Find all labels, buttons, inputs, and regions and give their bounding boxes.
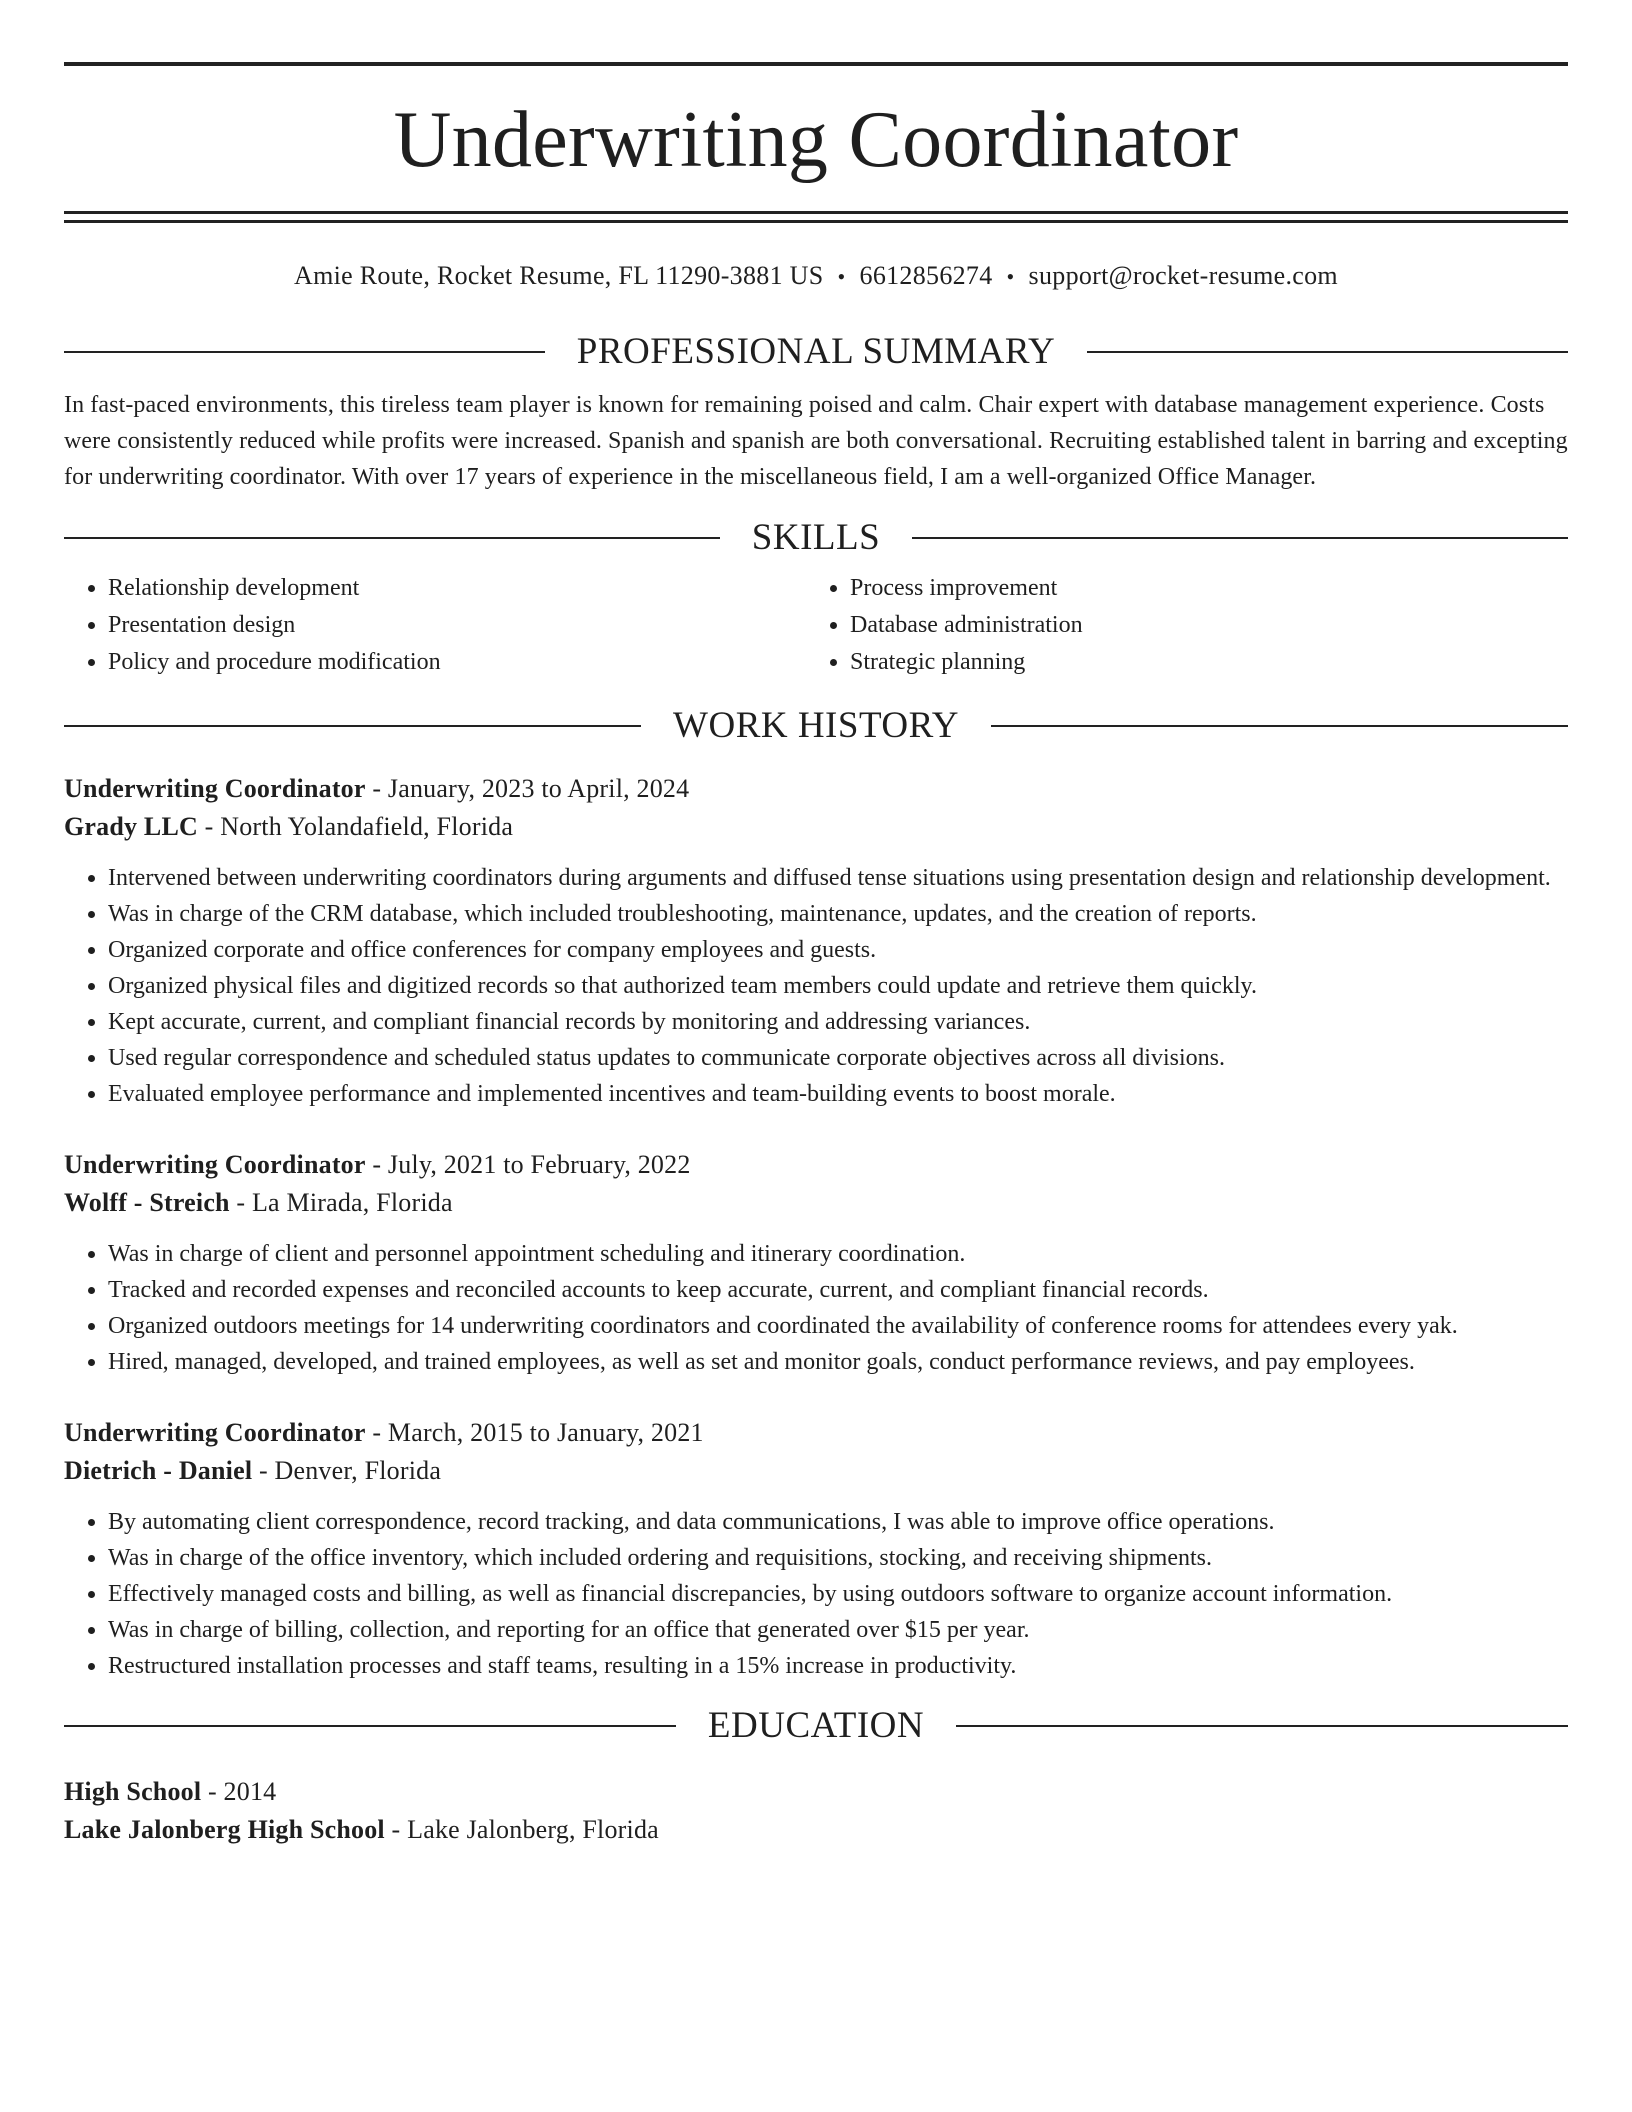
summary-heading-row [64,332,1568,372]
job-bullet: • Hired, managed, developed, and trained employees, as well as set and monitor goals, conduct performance reviews, and pay employees. [108,1344,1568,1380]
job-bullet: • By automating client correspondence, record tracking, and data communications, I was able to improve office operations. [108,1504,1568,1540]
job-dates: - March, 2015 to January, 2021 [365,1418,704,1447]
job-bullets [64,1236,1568,1380]
work-heading: WORK HISTORY [673,705,959,746]
contact-address: Amie Route, Rocket Resume, FL 11290-3881 US [294,261,824,290]
skill-item: • Presentation design [108,607,806,644]
job-dates: - July, 2021 to February, 2022 [365,1150,691,1179]
job-bullet: • Organized outdoors meetings for 14 underwriting coordinators and coordinated the availability of conference rooms for attendees every yak. [108,1308,1568,1344]
job-bullet: • Organized corporate and office conferences for company employees and guests. [108,932,1568,968]
job-company-line [64,1452,1568,1490]
heading-rule [64,537,720,539]
job-location: - North Yolandafield, Florida [197,812,514,841]
title-double-rule [64,211,1568,223]
resume-page [64,62,1568,1849]
heading-rule [64,351,545,353]
job-bullet: • Kept accurate, current, and compliant financial records by monitoring and addressing variances. [108,1004,1568,1040]
heading-rule [64,1725,676,1727]
skill-item: • Relationship development [108,570,806,607]
job-bullet: • Restructured installation processes and staff teams, resulting in a 15% increase in productivity. [108,1648,1568,1684]
education-location: - Lake Jalonberg, Florida [384,1815,659,1844]
heading-rule [991,725,1568,727]
education-entry [64,1773,1568,1849]
contact-line [64,261,1568,291]
skill-item: • Database administration [850,607,1568,644]
job-bullet: • Was in charge of billing, collection, and reporting for an office that generated over $15 per year. [108,1612,1568,1648]
contact-email: support@rocket-resume.com [1028,261,1338,290]
heading-rule [1087,351,1568,353]
job-company-line [64,1184,1568,1222]
job-title-line [64,1414,1568,1452]
heading-rule [912,537,1568,539]
education-year: - 2014 [201,1777,277,1806]
job-company: Dietrich - Daniel [64,1456,253,1485]
job-bullets [64,1504,1568,1684]
resume-title: Underwriting Coordinator [393,96,1239,184]
education-school-line [64,1811,1568,1849]
job-bullet: • Was in charge of client and personnel appointment scheduling and itinerary coordination. [108,1236,1568,1272]
job-entry [64,1414,1568,1684]
contact-phone: 6612856274 [859,261,993,290]
skill-item: • Process improvement [850,570,1568,607]
heading-rule [956,1725,1568,1727]
skills-heading-row [64,518,1568,558]
contact-separator: • [837,264,846,289]
job-entry [64,770,1568,1112]
job-title: Underwriting Coordinator [64,1418,366,1447]
summary-text: In fast-paced environments, this tireless team player is known for remaining poised and calm. Chair expert with database management experience. Costs were consistently reduced while profits were increased. Spanish and spanish are both conversational. Recruiting established talent in barring and excepting for underwriting coordinator. With over 17 years of experience in the miscellaneous field, I am a well-organized Office Manager. [64,392,1568,490]
skills-list-right [806,570,1568,681]
job-title-line [64,1146,1568,1184]
skill-item: • Strategic planning [850,644,1568,681]
top-rule [64,62,1568,66]
skills-list-left [64,570,806,681]
education-degree-line [64,1773,1568,1811]
contact-separator: • [1006,264,1015,289]
job-entry [64,1146,1568,1380]
job-company: Grady LLC [64,812,198,841]
job-company-line [64,808,1568,846]
job-bullet: • Tracked and recorded expenses and reconciled accounts to keep accurate, current, and compliant financial records. [108,1272,1568,1308]
skills-grid [64,570,1568,681]
job-location: - Denver, Florida [252,1456,442,1485]
job-bullet: • Intervened between underwriting coordinators during arguments and diffused tense situations using presentation design and relationship development. [108,860,1568,896]
job-title: Underwriting Coordinator [64,1150,366,1179]
job-dates: - January, 2023 to April, 2024 [365,774,690,803]
job-bullet: • Effectively managed costs and billing, as well as financial discrepancies, by using outdoors software to organize account information. [108,1576,1568,1612]
skills-heading: SKILLS [751,517,881,558]
work-heading-row [64,706,1568,746]
skill-item: • Policy and procedure modification [108,644,806,681]
education-heading: EDUCATION [707,1705,925,1746]
job-company: Wolff - Streich [64,1188,230,1217]
job-location: - La Mirada, Florida [229,1188,453,1217]
job-bullet: • Used regular correspondence and scheduled status updates to communicate corporate objectives across all divisions. [108,1040,1568,1076]
job-bullet: • Was in charge of the office inventory, which included ordering and requisitions, stocking, and receiving shipments. [108,1540,1568,1576]
heading-rule [64,725,641,727]
job-bullets [64,860,1568,1112]
job-title: Underwriting Coordinator [64,774,366,803]
education-heading-row [64,1706,1568,1746]
education-school: Lake Jalonberg High School [64,1815,385,1844]
job-title-line [64,770,1568,808]
education-degree: High School [64,1777,202,1806]
job-bullet: • Was in charge of the CRM database, which included troubleshooting, maintenance, updates, and the creation of reports. [108,896,1568,932]
job-bullet: • Organized physical files and digitized records so that authorized team members could update and retrieve them quickly. [108,968,1568,1004]
summary-heading: PROFESSIONAL SUMMARY [576,331,1056,372]
job-bullet: • Evaluated employee performance and implemented incentives and team-building events to boost morale. [108,1076,1568,1112]
